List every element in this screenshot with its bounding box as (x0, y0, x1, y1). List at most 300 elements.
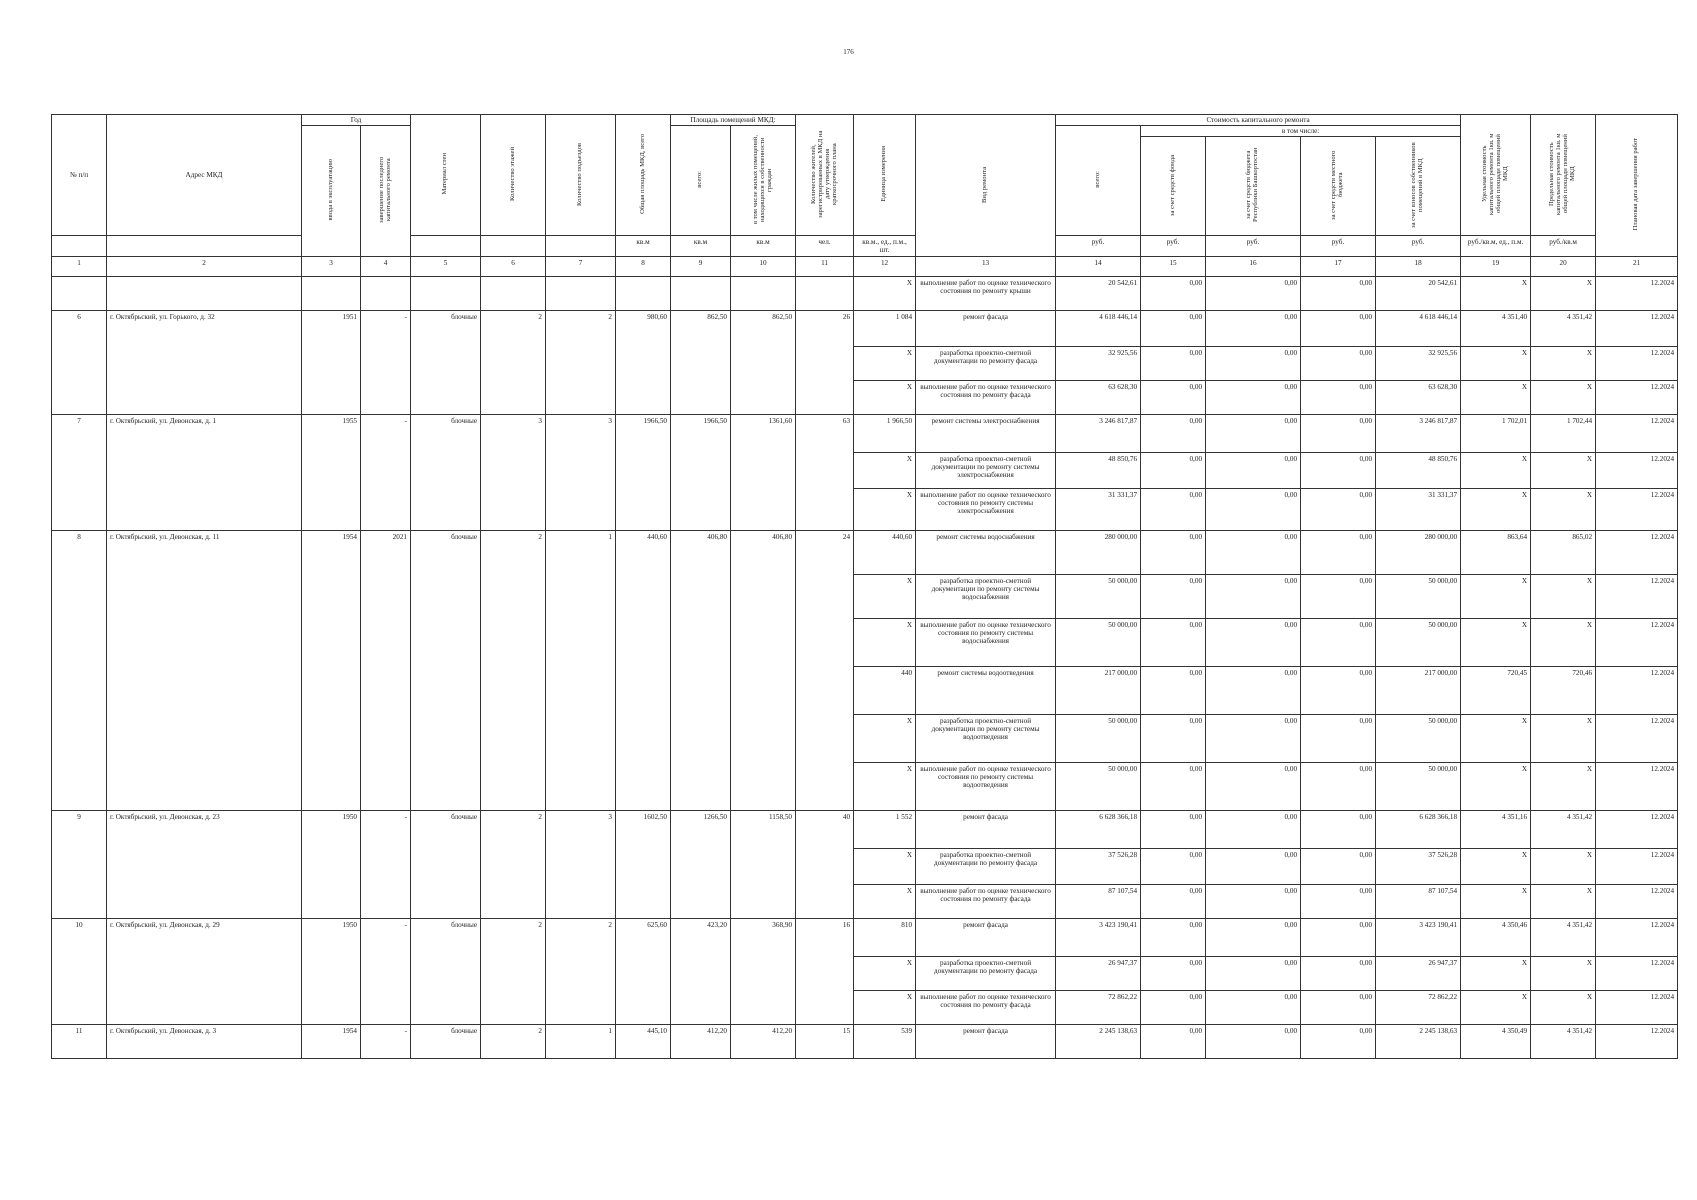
cost-owners: 32 925,56 (1376, 347, 1461, 381)
cost-local: 0,00 (1301, 381, 1376, 415)
unit-row (52, 236, 1678, 257)
area-residential: 1158,50 (731, 811, 796, 919)
header-residents: Количество жителей, зарегистрированных в МКД на дату утверждения краткосрочного плана (796, 115, 854, 236)
house-address: г. Октябрьский, ул. Горького, д. 32 (107, 311, 302, 415)
header-total-area: Общая площадь МКД, всего (616, 115, 671, 236)
unit-cost: 720,45 (1461, 667, 1531, 715)
header-area-group: Площадь помещений МКД: (671, 115, 796, 126)
deadline: 12.2024 (1596, 849, 1678, 885)
header-row-1 (52, 115, 1678, 126)
cost-local: 0,00 (1301, 667, 1376, 715)
unit-cost: X (1461, 715, 1531, 763)
empty-cell (546, 277, 616, 311)
cost-local: 0,00 (1301, 453, 1376, 489)
work-volume: X (854, 957, 916, 991)
cost-total: 32 925,56 (1056, 347, 1141, 381)
column-number: 12 (854, 257, 916, 277)
deadline: 12.2024 (1596, 619, 1678, 667)
deadline: 12.2024 (1596, 531, 1678, 575)
column-number: 11 (796, 257, 854, 277)
cost-total: 50 000,00 (1056, 575, 1141, 619)
limit-cost: 1 702,44 (1531, 415, 1596, 453)
work-volume: X (854, 991, 916, 1025)
page-number: 176 (843, 48, 854, 56)
limit-cost: X (1531, 277, 1596, 311)
header-cost-all: всего: (1056, 126, 1141, 236)
cost-owners: 3 246 817,87 (1376, 415, 1461, 453)
column-number: 17 (1301, 257, 1376, 277)
work-volume: 810 (854, 919, 916, 957)
house-address: г. Октябрьский, ул. Девонская, д. 3 (107, 1025, 302, 1059)
area-all: 412,20 (671, 1025, 731, 1059)
unit-cell-empty (411, 236, 481, 257)
deadline: 12.2024 (1596, 347, 1678, 381)
cost-owners: 50 000,00 (1376, 763, 1461, 811)
work-type: выполнение работ по оценке технического состояния по ремонту фасада (916, 991, 1056, 1025)
empty-cell (796, 277, 854, 311)
cost-republic: 0,00 (1206, 277, 1301, 311)
entrances-count: 2 (546, 311, 616, 415)
deadline: 12.2024 (1596, 453, 1678, 489)
work-type: выполнение работ по оценке технического состояния по ремонту крыши (916, 277, 1056, 311)
cost-republic: 0,00 (1206, 957, 1301, 991)
deadline: 12.2024 (1596, 489, 1678, 531)
cost-total: 280 000,00 (1056, 531, 1141, 575)
cost-owners: 4 618 446,14 (1376, 311, 1461, 347)
cost-local: 0,00 (1301, 489, 1376, 531)
area-all: 1966,50 (671, 415, 731, 531)
entrances-count: 1 (546, 531, 616, 811)
limit-cost: 4 351,42 (1531, 919, 1596, 957)
cost-owners: 26 947,37 (1376, 957, 1461, 991)
cost-republic: 0,00 (1206, 415, 1301, 453)
cost-republic: 0,00 (1206, 849, 1301, 885)
work-type: разработка проектно-сметной документации по ремонту фасада (916, 957, 1056, 991)
cost-total: 48 850,76 (1056, 453, 1141, 489)
cost-fund: 0,00 (1141, 715, 1206, 763)
cost-fund: 0,00 (1141, 311, 1206, 347)
column-number: 8 (616, 257, 671, 277)
wall-material: блочные (411, 1025, 481, 1059)
table-row (52, 1025, 1678, 1059)
cost-owners: 50 000,00 (1376, 575, 1461, 619)
limit-cost: 4 351,42 (1531, 811, 1596, 849)
area-all: 862,50 (671, 311, 731, 415)
house-address: г. Октябрьский, ул. Девонская, д. 1 (107, 415, 302, 531)
limit-cost: X (1531, 453, 1596, 489)
area-residential: 862,50 (731, 311, 796, 415)
deadline: 12.2024 (1596, 811, 1678, 849)
cost-republic: 0,00 (1206, 619, 1301, 667)
cost-local: 0,00 (1301, 415, 1376, 453)
deadline: 12.2024 (1596, 1025, 1678, 1059)
cost-owners: 50 000,00 (1376, 715, 1461, 763)
limit-cost: X (1531, 763, 1596, 811)
cost-republic: 0,00 (1206, 381, 1301, 415)
wall-material: блочные (411, 919, 481, 1025)
unit-cost: 4 351,16 (1461, 811, 1531, 849)
row-number: 7 (52, 415, 107, 531)
unit-cell: руб. (1376, 236, 1461, 257)
floors-count: 2 (481, 1025, 546, 1059)
unit-cost: X (1461, 575, 1531, 619)
work-volume: X (854, 489, 916, 531)
column-number: 3 (302, 257, 361, 277)
residents-count: 24 (796, 531, 854, 811)
header-year-last-repair: завершение последнего капитального ремонта (361, 126, 411, 257)
cost-total: 26 947,37 (1056, 957, 1141, 991)
work-type: ремонт фасада (916, 811, 1056, 849)
cost-fund: 0,00 (1141, 957, 1206, 991)
table-row (52, 415, 1678, 453)
total-area: 1966,50 (616, 415, 671, 531)
wall-material: блочные (411, 311, 481, 415)
cost-fund: 0,00 (1141, 1025, 1206, 1059)
header-address: Адрес МКД (107, 115, 302, 236)
unit-cell-empty (546, 236, 616, 257)
unit-cell-empty (107, 236, 302, 257)
empty-cell (302, 277, 361, 311)
empty-cell (361, 277, 411, 311)
cost-local: 0,00 (1301, 919, 1376, 957)
unit-cell: кв.м (616, 236, 671, 257)
work-volume: X (854, 715, 916, 763)
cost-owners: 31 331,37 (1376, 489, 1461, 531)
cost-owners: 6 628 366,18 (1376, 811, 1461, 849)
column-number: 20 (1531, 257, 1596, 277)
header-republic: за счет средств бюджета Республики Башкортостан (1206, 137, 1301, 236)
unit-cost: X (1461, 957, 1531, 991)
unit-cell: кв.м (731, 236, 796, 257)
cost-local: 0,00 (1301, 347, 1376, 381)
residents-count: 63 (796, 415, 854, 531)
header-wall-material: Материал стен (411, 115, 481, 236)
limit-cost: 720,46 (1531, 667, 1596, 715)
unit-cost: X (1461, 347, 1531, 381)
unit-cell: руб./кв.м, ед., п.м. (1461, 236, 1531, 257)
year-last-repair: 2021 (361, 531, 411, 811)
year-built: 1951 (302, 311, 361, 415)
empty-cell (616, 277, 671, 311)
year-built: 1955 (302, 415, 361, 531)
column-number: 10 (731, 257, 796, 277)
floors-count: 2 (481, 919, 546, 1025)
cost-republic: 0,00 (1206, 453, 1301, 489)
deadline: 12.2024 (1596, 311, 1678, 347)
table-row (52, 919, 1678, 957)
wall-material: блочные (411, 811, 481, 919)
cost-local: 0,00 (1301, 575, 1376, 619)
row-number: 11 (52, 1025, 107, 1059)
table-row (52, 811, 1678, 849)
total-area: 980,60 (616, 311, 671, 415)
unit-cost: 863,64 (1461, 531, 1531, 575)
cost-fund: 0,00 (1141, 347, 1206, 381)
year-last-repair: - (361, 415, 411, 531)
cost-republic: 0,00 (1206, 885, 1301, 919)
cost-total: 31 331,37 (1056, 489, 1141, 531)
cost-owners: 20 542,61 (1376, 277, 1461, 311)
unit-cell: руб. (1206, 236, 1301, 257)
unit-cost: X (1461, 763, 1531, 811)
column-number: 6 (481, 257, 546, 277)
year-built: 1950 (302, 811, 361, 919)
deadline: 12.2024 (1596, 763, 1678, 811)
work-type: разработка проектно-сметной документации по ремонту системы электроснабжения (916, 453, 1056, 489)
cost-fund: 0,00 (1141, 885, 1206, 919)
limit-cost: X (1531, 575, 1596, 619)
cost-fund: 0,00 (1141, 415, 1206, 453)
column-number: 16 (1206, 257, 1301, 277)
unit-cost: X (1461, 885, 1531, 919)
year-built: 1954 (302, 1025, 361, 1059)
cost-local: 0,00 (1301, 991, 1376, 1025)
limit-cost: X (1531, 381, 1596, 415)
cost-total: 87 107,54 (1056, 885, 1141, 919)
work-volume: 1 552 (854, 811, 916, 849)
column-number: 9 (671, 257, 731, 277)
column-number: 19 (1461, 257, 1531, 277)
unit-cost: X (1461, 489, 1531, 531)
cost-republic: 0,00 (1206, 531, 1301, 575)
cost-total: 4 618 446,14 (1056, 311, 1141, 347)
header-floors: Количество этажей (481, 115, 546, 236)
work-type: разработка проектно-сметной документации по ремонту системы водоотведения (916, 715, 1056, 763)
work-volume: X (854, 277, 916, 311)
cost-total: 2 245 138,63 (1056, 1025, 1141, 1059)
year-last-repair: - (361, 811, 411, 919)
cost-total: 50 000,00 (1056, 619, 1141, 667)
work-type: выполнение работ по оценке технического состояния по ремонту системы водоснабжения (916, 619, 1056, 667)
cost-fund: 0,00 (1141, 849, 1206, 885)
cost-local: 0,00 (1301, 531, 1376, 575)
entrances-count: 3 (546, 811, 616, 919)
area-all: 406,80 (671, 531, 731, 811)
cost-fund: 0,00 (1141, 811, 1206, 849)
year-built: 1954 (302, 531, 361, 811)
work-type: выполнение работ по оценке технического состояния по ремонту фасада (916, 381, 1056, 415)
cost-republic: 0,00 (1206, 311, 1301, 347)
work-type: ремонт системы водоотведения (916, 667, 1056, 715)
work-type: ремонт фасада (916, 1025, 1056, 1059)
cost-local: 0,00 (1301, 1025, 1376, 1059)
unit-cost: X (1461, 849, 1531, 885)
entrances-count: 2 (546, 919, 616, 1025)
column-number: 4 (361, 257, 411, 277)
work-volume: 1 966,50 (854, 415, 916, 453)
unit-cost: X (1461, 381, 1531, 415)
cost-fund: 0,00 (1141, 575, 1206, 619)
unit-cost: X (1461, 453, 1531, 489)
cost-local: 0,00 (1301, 763, 1376, 811)
header-num: № п/п (52, 115, 107, 236)
unit-cost: 4 350,46 (1461, 919, 1531, 957)
cost-total: 50 000,00 (1056, 763, 1141, 811)
cost-fund: 0,00 (1141, 619, 1206, 667)
work-type: ремонт фасада (916, 919, 1056, 957)
floors-count: 2 (481, 811, 546, 919)
limit-cost: X (1531, 347, 1596, 381)
column-number: 14 (1056, 257, 1141, 277)
limit-cost: X (1531, 957, 1596, 991)
row-number: 10 (52, 919, 107, 1025)
work-volume: X (854, 381, 916, 415)
cost-fund: 0,00 (1141, 277, 1206, 311)
work-volume: X (854, 849, 916, 885)
limit-cost: 4 351,42 (1531, 311, 1596, 347)
house-address: г. Октябрьский, ул. Девонская, д. 29 (107, 919, 302, 1025)
entrances-count: 1 (546, 1025, 616, 1059)
header-local: за счет средств местного бюджета (1301, 137, 1376, 236)
header-deadline: Плановая дата завершения работ (1596, 115, 1678, 257)
year-last-repair: - (361, 1025, 411, 1059)
work-type: выполнение работ по оценке технического состояния по ремонту системы электроснабжения (916, 489, 1056, 531)
cost-local: 0,00 (1301, 849, 1376, 885)
total-area: 445,10 (616, 1025, 671, 1059)
house-address: г. Октябрьский, ул. Девонская, д. 11 (107, 531, 302, 811)
limit-cost: X (1531, 619, 1596, 667)
cost-total: 6 628 366,18 (1056, 811, 1141, 849)
cost-fund: 0,00 (1141, 919, 1206, 957)
capital-repair-plan-table (51, 114, 1678, 1059)
work-type: выполнение работ по оценке технического состояния по ремонту системы водоотведения (916, 763, 1056, 811)
column-number-row (52, 257, 1678, 277)
work-volume: X (854, 885, 916, 919)
header-fund: за счет средств фонда (1141, 137, 1206, 236)
deadline: 12.2024 (1596, 667, 1678, 715)
row-number: 8 (52, 531, 107, 811)
residents-count: 26 (796, 311, 854, 415)
house-address: г. Октябрьский, ул. Девонская, д. 23 (107, 811, 302, 919)
unit-cost: X (1461, 619, 1531, 667)
cost-local: 0,00 (1301, 885, 1376, 919)
cost-republic: 0,00 (1206, 575, 1301, 619)
column-number: 2 (107, 257, 302, 277)
cost-fund: 0,00 (1141, 489, 1206, 531)
work-type: разработка проектно-сметной документации по ремонту фасада (916, 347, 1056, 381)
limit-cost: X (1531, 715, 1596, 763)
floors-count: 2 (481, 311, 546, 415)
cost-owners: 2 245 138,63 (1376, 1025, 1461, 1059)
cost-fund: 0,00 (1141, 991, 1206, 1025)
header-work-type: Вид ремонта (916, 115, 1056, 257)
header-area-residential: в том числе жилых помещений, находящихся в собственности граждан (731, 126, 796, 236)
empty-cell (731, 277, 796, 311)
column-number: 7 (546, 257, 616, 277)
deadline: 12.2024 (1596, 415, 1678, 453)
empty-cell (671, 277, 731, 311)
header-area-all: всего: (671, 126, 731, 236)
header-limit-cost: Предельная стоимость капитального ремонта 1кв. м общей площади помещений МКД (1531, 115, 1596, 236)
header-owners: за счет взносов собственников помещений в МКД (1376, 137, 1461, 236)
limit-cost: 865,02 (1531, 531, 1596, 575)
cost-owners: 3 423 190,41 (1376, 919, 1461, 957)
area-all: 1266,50 (671, 811, 731, 919)
wall-material: блочные (411, 531, 481, 811)
table-row (52, 277, 1678, 311)
header-incl: в том числе: (1141, 126, 1461, 137)
area-residential: 368,90 (731, 919, 796, 1025)
area-all: 423,20 (671, 919, 731, 1025)
unit-cost: 1 702,01 (1461, 415, 1531, 453)
deadline: 12.2024 (1596, 277, 1678, 311)
cost-local: 0,00 (1301, 277, 1376, 311)
header-year-built: ввода в эксплуатацию (302, 126, 361, 257)
limit-cost: X (1531, 489, 1596, 531)
cost-local: 0,00 (1301, 811, 1376, 849)
total-area: 625,60 (616, 919, 671, 1025)
table-body (52, 277, 1678, 1059)
cost-local: 0,00 (1301, 715, 1376, 763)
work-type: ремонт системы водоснабжения (916, 531, 1056, 575)
work-type: ремонт системы электроснабжения (916, 415, 1056, 453)
cost-local: 0,00 (1301, 311, 1376, 347)
cost-republic: 0,00 (1206, 763, 1301, 811)
work-type: выполнение работ по оценке технического состояния по ремонту фасада (916, 885, 1056, 919)
cost-fund: 0,00 (1141, 667, 1206, 715)
year-last-repair: - (361, 919, 411, 1025)
unit-cell: руб./кв.м (1531, 236, 1596, 257)
empty-cell (52, 277, 107, 311)
deadline: 12.2024 (1596, 885, 1678, 919)
wall-material: блочные (411, 415, 481, 531)
work-volume: 1 084 (854, 311, 916, 347)
unit-cell-empty (52, 236, 107, 257)
cost-total: 50 000,00 (1056, 715, 1141, 763)
column-number: 21 (1596, 257, 1678, 277)
cost-total: 63 628,30 (1056, 381, 1141, 415)
floors-count: 3 (481, 415, 546, 531)
unit-cell-empty (481, 236, 546, 257)
area-residential: 412,20 (731, 1025, 796, 1059)
column-number: 18 (1376, 257, 1461, 277)
row-number: 6 (52, 311, 107, 415)
work-volume: X (854, 453, 916, 489)
unit-cost: 4 350,49 (1461, 1025, 1531, 1059)
unit-cell: чел. (796, 236, 854, 257)
work-type: ремонт фасада (916, 311, 1056, 347)
unit-cost: X (1461, 277, 1531, 311)
deadline: 12.2024 (1596, 381, 1678, 415)
cost-owners: 72 862,22 (1376, 991, 1461, 1025)
header-unit: Единица измерения (854, 115, 916, 236)
table-row (52, 311, 1678, 347)
empty-cell (481, 277, 546, 311)
column-number: 1 (52, 257, 107, 277)
empty-cell (107, 277, 302, 311)
work-volume: 440,60 (854, 531, 916, 575)
total-area: 440,60 (616, 531, 671, 811)
work-volume: X (854, 619, 916, 667)
deadline: 12.2024 (1596, 991, 1678, 1025)
cost-fund: 0,00 (1141, 763, 1206, 811)
column-number: 5 (411, 257, 481, 277)
header-entrances: Количество подъездов (546, 115, 616, 236)
cost-total: 3 423 190,41 (1056, 919, 1141, 957)
cost-republic: 0,00 (1206, 991, 1301, 1025)
table-row (52, 531, 1678, 575)
unit-cost: X (1461, 991, 1531, 1025)
work-type: разработка проектно-сметной документации по ремонту системы водоснабжения (916, 575, 1056, 619)
cost-fund: 0,00 (1141, 381, 1206, 415)
cost-owners: 50 000,00 (1376, 619, 1461, 667)
cost-owners: 217 000,00 (1376, 667, 1461, 715)
cost-local: 0,00 (1301, 619, 1376, 667)
entrances-count: 3 (546, 415, 616, 531)
total-area: 1602,50 (616, 811, 671, 919)
residents-count: 16 (796, 919, 854, 1025)
work-volume: 440 (854, 667, 916, 715)
